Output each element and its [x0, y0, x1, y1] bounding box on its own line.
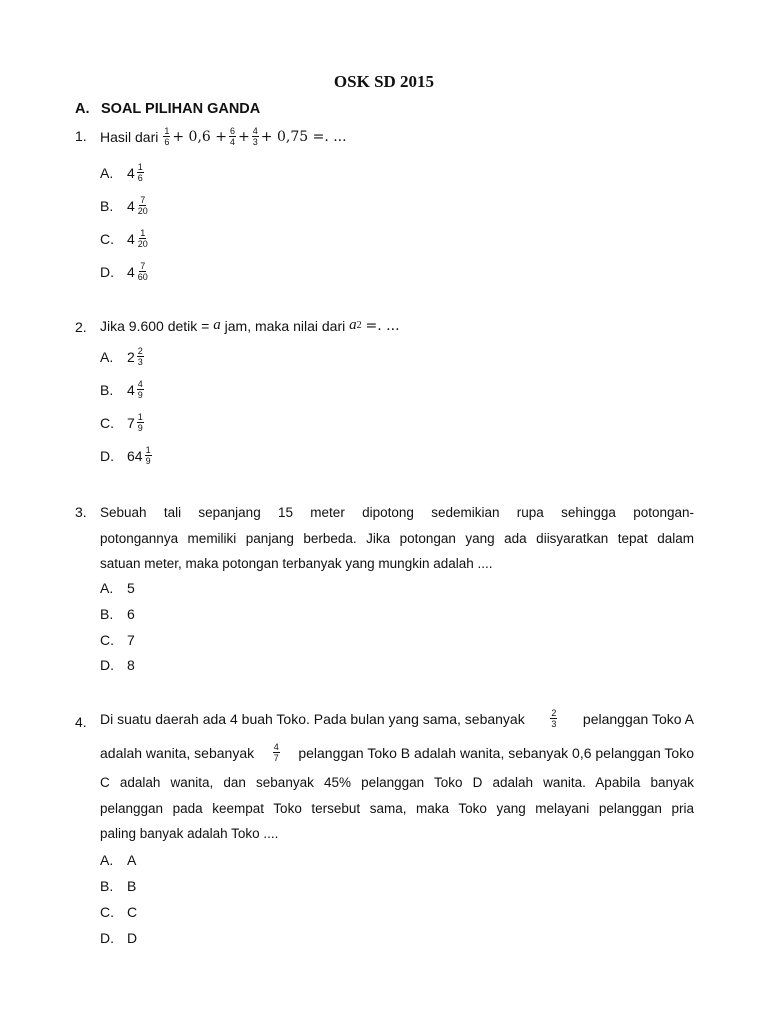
page-title: OSK SD 2015 — [333, 72, 435, 91]
question-number: 3. — [75, 504, 87, 520]
numerator: 7 — [140, 261, 146, 271]
option-value: A — [127, 852, 137, 868]
q2-text: Jika 9.600 detik = — [100, 317, 210, 334]
option-row[interactable] — [100, 657, 135, 673]
option-row[interactable] — [100, 606, 135, 622]
numerator: 1 — [140, 228, 146, 238]
paragraph-line: potongannya memiliki panjang berbeda. Jika potongan yang ada diisyaratkan tepat dalam — [100, 530, 694, 546]
option-whole: 4 — [127, 230, 135, 247]
paragraph-line: paling banyak adalah Toko .... — [100, 826, 279, 841]
paragraph-line: C adalah wanita, dan sebanyak 45% pelanggan Toko D adalah wanita. Apabila banyak — [100, 775, 694, 790]
numerator: 1 — [145, 445, 151, 455]
fraction — [137, 162, 144, 183]
question-3-text — [100, 500, 694, 577]
fraction — [137, 195, 149, 216]
fraction — [229, 126, 236, 147]
q4-text: adalah wanita, sebanyak — [100, 744, 255, 761]
variable: a — [213, 317, 221, 333]
numerator: 1 — [137, 412, 143, 422]
numerator: 2 — [137, 346, 143, 356]
question-4-text — [100, 770, 694, 847]
option-row[interactable] — [100, 632, 135, 648]
option-row[interactable] — [100, 904, 137, 920]
exponent: 2 — [356, 320, 362, 331]
q4-text: Di suatu daerah ada 4 buah Toko. Pada bulan yang sama, sebanyak — [100, 710, 525, 727]
option-letter: A. — [100, 852, 114, 868]
fraction — [137, 228, 149, 249]
option-letter: B. — [100, 606, 114, 622]
q1-term: + — [238, 128, 250, 145]
option-value: 6 — [127, 606, 135, 622]
option-row[interactable] — [100, 930, 137, 946]
option-letter: B. — [100, 878, 114, 894]
fraction — [145, 445, 152, 466]
denominator: 9 — [137, 423, 143, 433]
option-letter: C. — [100, 904, 114, 920]
option-letter: D. — [100, 447, 114, 464]
numerator: 2 — [551, 708, 557, 718]
fraction — [137, 346, 144, 367]
fraction — [273, 742, 280, 763]
option-value: D — [127, 930, 138, 946]
option-row[interactable] — [100, 580, 135, 596]
denominator: 3 — [551, 719, 557, 729]
denominator: 6 — [164, 137, 170, 147]
numerator: 4 — [252, 126, 258, 136]
question-2-text — [100, 317, 400, 334]
variable: a — [349, 317, 357, 333]
fraction — [163, 126, 170, 147]
option-row[interactable] — [100, 195, 151, 216]
option-letter: A. — [100, 164, 114, 181]
option-whole: 4 — [127, 263, 135, 280]
fraction — [550, 708, 557, 729]
question-number: 2. — [75, 319, 87, 335]
option-letter: C. — [100, 414, 114, 431]
fraction — [252, 126, 259, 147]
numerator: 4 — [273, 742, 279, 752]
paragraph-line: Sebuah tali sepanjang 15 meter dipotong sedemikian rupa sehingga potongan- — [100, 505, 694, 520]
section-letter: A. — [75, 101, 90, 117]
denominator: 3 — [137, 357, 143, 367]
option-whole: 4 — [127, 197, 135, 214]
numerator: 1 — [164, 126, 170, 136]
option-row[interactable] — [100, 445, 154, 466]
denominator: 3 — [252, 137, 258, 147]
option-letter: A. — [100, 348, 114, 365]
fraction — [137, 261, 149, 282]
option-value: 8 — [127, 657, 135, 673]
question-4-line — [100, 708, 694, 729]
option-letter: C. — [100, 230, 114, 247]
numerator: 4 — [137, 379, 143, 389]
option-value: C — [127, 904, 138, 920]
denominator: 4 — [230, 137, 236, 147]
option-value: 5 — [127, 580, 135, 596]
q1-term: + 0,6 + — [172, 128, 228, 145]
option-row[interactable] — [100, 162, 146, 183]
option-row[interactable] — [100, 261, 151, 282]
section-label: SOAL PILIHAN GANDA — [101, 101, 261, 117]
option-row[interactable] — [100, 852, 136, 868]
paragraph-line: satuan meter, maka potongan terbanyak yang mungkin adalah .... — [100, 556, 493, 571]
option-row[interactable] — [100, 346, 146, 367]
option-letter: B. — [100, 381, 114, 398]
numerator: 7 — [140, 195, 146, 205]
numerator: 1 — [137, 162, 143, 172]
option-row[interactable] — [100, 379, 146, 400]
question-number: 1. — [75, 128, 87, 144]
option-value: B — [127, 878, 137, 894]
q1-term: + 0,75 =. ... — [260, 128, 347, 145]
denominator: 9 — [145, 456, 151, 466]
denominator: 60 — [137, 272, 148, 282]
option-row[interactable] — [100, 878, 136, 894]
q2-text: =. ... — [365, 317, 400, 334]
question-4-line — [100, 742, 694, 763]
denominator: 20 — [137, 239, 148, 249]
question-number: 4. — [75, 714, 87, 730]
option-letter: D. — [100, 930, 114, 946]
fraction — [137, 412, 144, 433]
option-whole: 7 — [127, 414, 135, 431]
option-whole: 2 — [127, 348, 135, 365]
q2-text: jam, maka nilai dari — [224, 317, 346, 334]
option-letter: B. — [100, 197, 114, 214]
option-whole: 4 — [127, 164, 135, 181]
option-whole: 4 — [127, 381, 135, 398]
fraction — [137, 379, 144, 400]
numerator: 6 — [230, 126, 236, 136]
option-letter: A. — [100, 580, 114, 596]
section-heading — [75, 101, 260, 117]
q1-prefix: Hasil dari — [100, 128, 159, 145]
denominator: 6 — [137, 173, 143, 183]
option-letter: C. — [100, 632, 114, 648]
option-letter: D. — [100, 657, 114, 673]
q4-text: pelanggan Toko B adalah wanita, sebanyak 0,6 pelanggan Toko — [298, 744, 694, 761]
option-letter: D. — [100, 263, 114, 280]
denominator: 20 — [137, 206, 148, 216]
paragraph-line: pelanggan pada keempat Toko tersebut sama, maka Toko yang melayani pelanggan pria — [100, 800, 694, 816]
denominator: 9 — [137, 390, 143, 400]
option-value: 7 — [127, 632, 135, 648]
option-whole: 64 — [127, 447, 143, 464]
denominator: 7 — [273, 753, 279, 763]
question-1-text — [100, 126, 347, 147]
option-row[interactable] — [100, 228, 151, 249]
q4-text: pelanggan Toko A — [582, 710, 694, 727]
option-row[interactable] — [100, 412, 146, 433]
